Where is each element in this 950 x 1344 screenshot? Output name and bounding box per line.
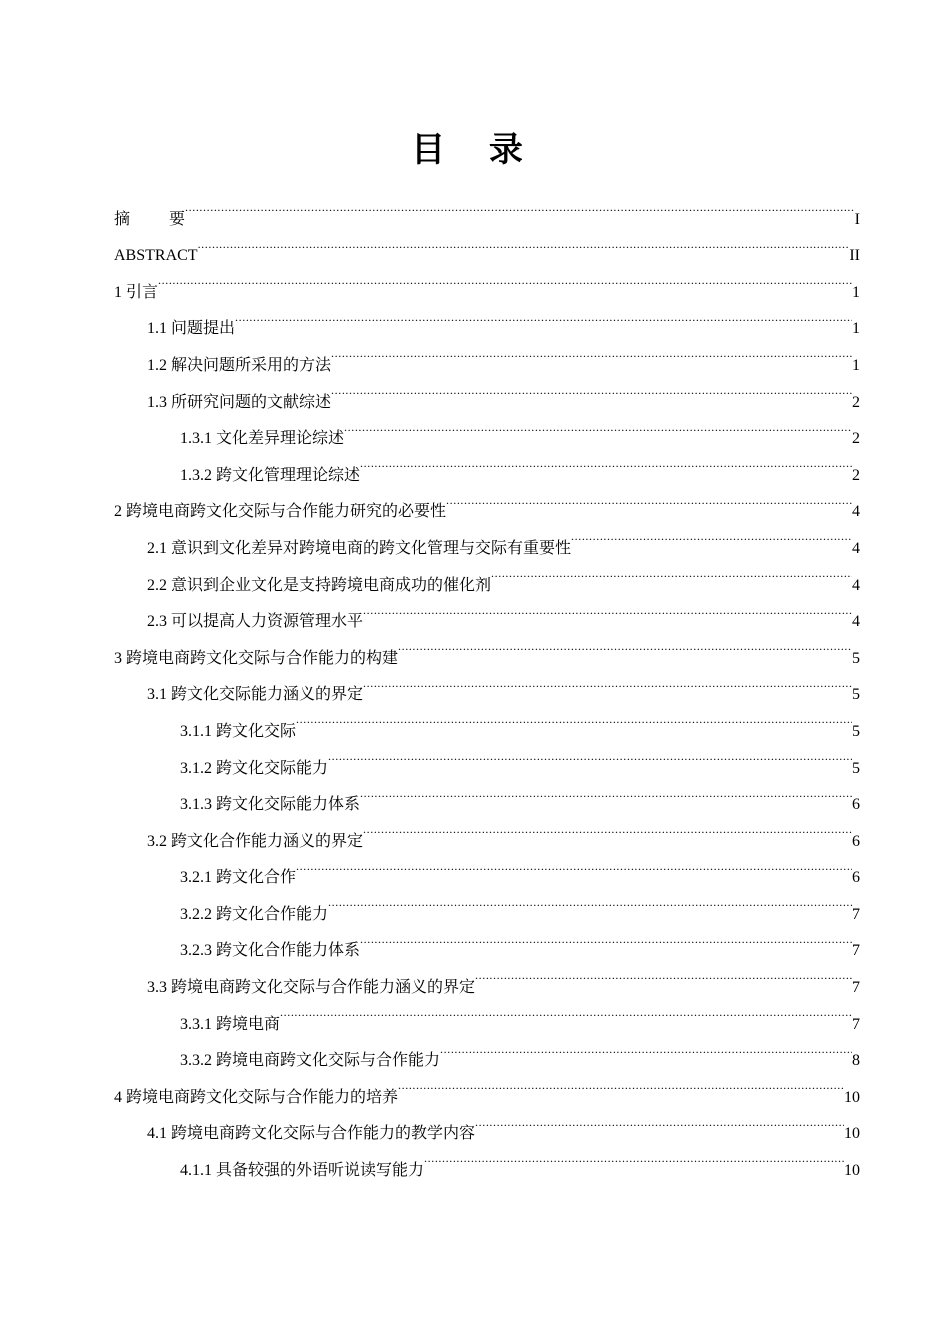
- toc-entry-page-number: 2: [852, 393, 860, 411]
- toc-dot-leader: [344, 407, 852, 444]
- toc-entry-title: 3.3 跨境电商跨文化交际与合作能力涵义的界定: [147, 979, 476, 997]
- toc-entry[interactable]: [114, 297, 860, 338]
- toc-dot-leader: [424, 1138, 844, 1175]
- toc-entry-title: 3 跨境电商跨文化交际与合作能力的构建: [114, 649, 399, 667]
- toc-dot-leader: [440, 1029, 852, 1066]
- toc-entry-title: 1 引言: [114, 283, 159, 301]
- toc-entry-page-number: 6: [852, 796, 860, 814]
- toc-entry[interactable]: [114, 224, 860, 265]
- toc-entry-page-number: 8: [852, 1052, 860, 1070]
- toc-entry-title: 2.3 可以提高人力资源管理水平: [147, 613, 364, 631]
- toc-entry-title: 3.2.1 跨文化合作: [180, 869, 297, 887]
- toc-dot-leader: [296, 699, 852, 736]
- toc-entry-title: 摘 要: [114, 210, 186, 228]
- toc-entry-page-number: 7: [852, 979, 860, 997]
- toc-dot-leader: [571, 516, 852, 553]
- toc-entry-title: 3.2.3 跨文化合作能力体系: [180, 942, 361, 960]
- toc-entry-title: 1.3.2 跨文化管理理论综述: [180, 466, 361, 484]
- toc-entry[interactable]: [114, 260, 860, 301]
- toc-dot-leader: [296, 846, 852, 883]
- toc-dot-leader: [235, 297, 852, 334]
- toc-entry-page-number: 7: [852, 1015, 860, 1033]
- toc-entry-title: 3.3.1 跨境电商: [180, 1015, 281, 1033]
- toc-dot-leader: [446, 480, 852, 517]
- toc-entry-title: ABSTRACT: [114, 247, 198, 265]
- toc-dot-leader: [331, 333, 852, 370]
- toc-entry-title: 3.1.3 跨文化交际能力体系: [180, 796, 361, 814]
- toc-entry-title: 1.3.1 文化差异理论综述: [180, 430, 345, 448]
- toc-dot-leader: [363, 663, 852, 700]
- toc-entry-page-number: 5: [852, 686, 860, 704]
- toc-dot-leader: [398, 1065, 844, 1102]
- toc-entry-title: 3.1 跨文化交际能力涵义的界定: [147, 686, 364, 704]
- toc-entry-page-number: 1: [852, 320, 860, 338]
- toc-entry-page-number: 7: [852, 905, 860, 923]
- toc-entry-page-number: 5: [852, 759, 860, 777]
- toc-entry-title: 1.3 所研究问题的文献综述: [147, 393, 332, 411]
- toc-dot-leader: [363, 809, 852, 846]
- toc-entry-page-number: 7: [852, 942, 860, 960]
- toc-dot-leader: [280, 992, 852, 1029]
- toc-entry-page-number: 10: [844, 1125, 860, 1143]
- toc-entry-title: 3.2.2 跨文化合作能力: [180, 905, 329, 923]
- toc-dot-leader: [360, 773, 852, 810]
- toc-entry-page-number: 4: [852, 539, 860, 557]
- toc-entry-page-number: 4: [852, 576, 860, 594]
- toc-entry-page-number: II: [849, 247, 860, 265]
- toc-dot-leader: [331, 370, 852, 407]
- toc-dot-leader: [363, 590, 852, 627]
- toc-entry-page-number: 5: [852, 722, 860, 740]
- toc-dot-leader: [360, 443, 852, 480]
- toc-entry-page-number: 4: [852, 503, 860, 521]
- toc-entry-page-number: I: [854, 210, 860, 228]
- toc-dot-leader: [475, 955, 852, 992]
- toc-dot-leader: [491, 553, 852, 590]
- toc-entry-title: 3.1.1 跨文化交际: [180, 722, 297, 740]
- toc-entry-page-number: 6: [852, 869, 860, 887]
- toc-entry-page-number: 4: [852, 613, 860, 631]
- toc-entry-title: 3.3.2 跨境电商跨文化交际与合作能力: [180, 1052, 441, 1070]
- toc-entry-title: 3.1.2 跨文化交际能力: [180, 759, 329, 777]
- toc-entry-title: 2 跨境电商跨文化交际与合作能力研究的必要性: [114, 503, 447, 521]
- toc-dot-leader: [360, 919, 852, 956]
- toc-dot-leader: [398, 626, 852, 663]
- toc-entry-title: 4.1 跨境电商跨文化交际与合作能力的教学内容: [147, 1125, 476, 1143]
- toc-dot-leader: [198, 224, 850, 261]
- toc-entry-page-number: 1: [852, 283, 860, 301]
- toc-entry-title: 2.2 意识到企业文化是支持跨境电商成功的催化剂: [147, 576, 492, 594]
- toc-dot-leader: [328, 882, 852, 919]
- toc-entry-page-number: 10: [844, 1162, 860, 1180]
- toc-entry-page-number: 6: [852, 832, 860, 850]
- toc-entry-page-number: 10: [844, 1088, 860, 1106]
- toc-entry-page-number: 2: [852, 466, 860, 484]
- page-title: 目 录: [411, 130, 539, 170]
- toc-dot-leader: [475, 1102, 844, 1139]
- toc-entry-title: 3.2 跨文化合作能力涵义的界定: [147, 832, 364, 850]
- toc-entry-page-number: 5: [852, 649, 860, 667]
- toc-entry-title: 4 跨境电商跨文化交际与合作能力的培养: [114, 1088, 399, 1106]
- toc-dot-leader: [328, 736, 852, 773]
- toc-entry-title: 2.1 意识到文化差异对跨境电商的跨文化管理与交际有重要性: [147, 539, 572, 557]
- toc-entry-title: 1.2 解决问题所采用的方法: [147, 356, 332, 374]
- toc-entry[interactable]: [114, 187, 860, 228]
- toc-entry-page-number: 2: [852, 430, 860, 448]
- toc-dot-leader: [185, 187, 855, 224]
- toc-dot-leader: [158, 260, 852, 297]
- table-of-contents: [114, 187, 860, 1180]
- toc-entry-page-number: 1: [852, 356, 860, 374]
- toc-entry-title: 1.1 问题提出: [147, 320, 236, 338]
- toc-entry-title: 4.1.1 具备较强的外语听说读写能力: [180, 1162, 425, 1180]
